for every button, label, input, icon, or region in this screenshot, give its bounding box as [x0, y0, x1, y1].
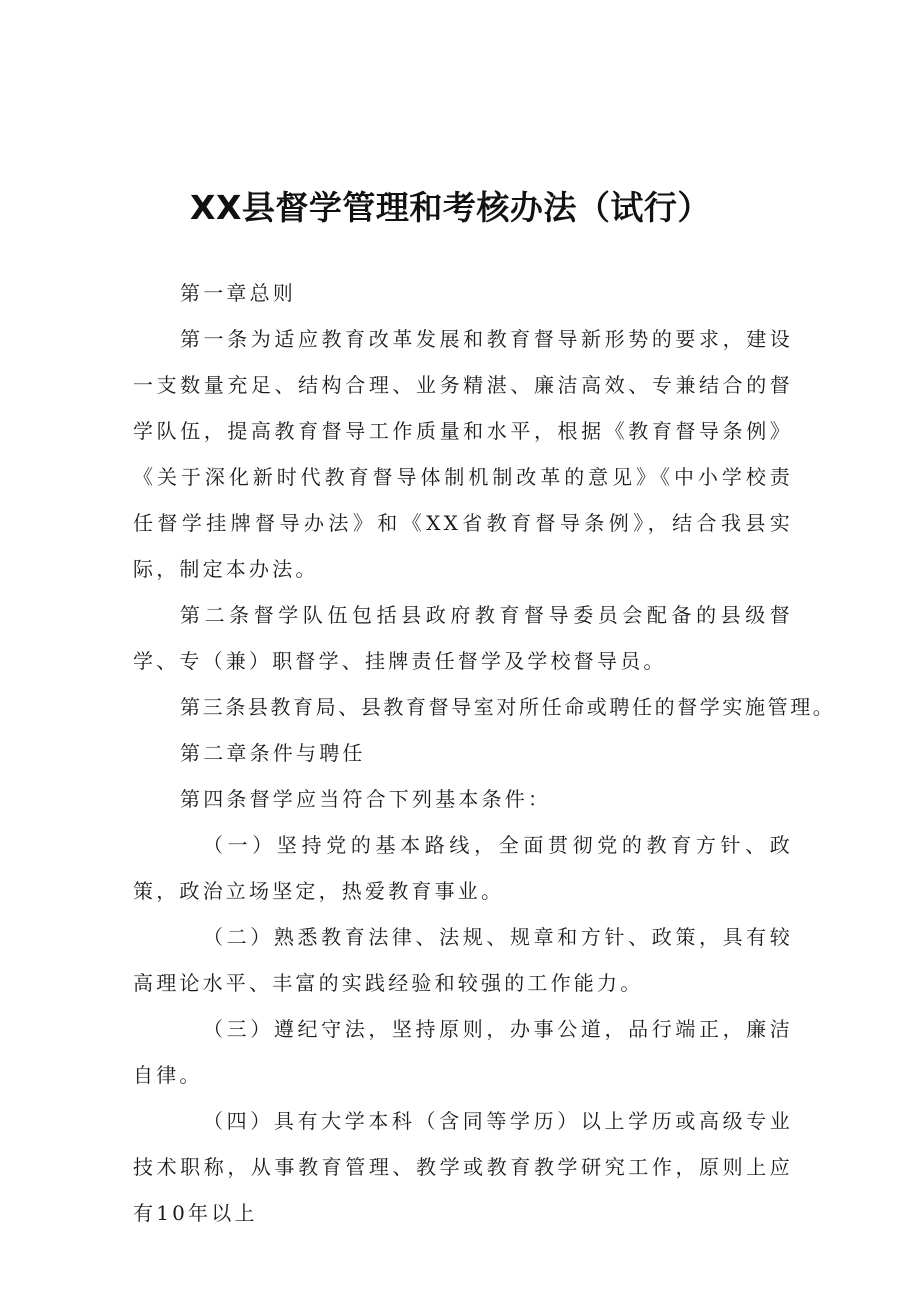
article-1-paragraph: 第一条为适应教育改革发展和教育督导新形势的要求，建设一支数量充足、结构合理、业务精湛、廉洁高效、专兼结合的督学队伍，提高教育督导工作质量和水平，根据《教育督导条例》《关于深化新时代教育督导体制机制改革的意见》《中小学校责任督学挂牌督导办法》和《XX省教育督导条例》，结合我县实际，制定本办法。: [133, 327, 793, 581]
article-4-paragraph: 第四条督学应当符合下列基本条件：: [180, 787, 552, 811]
article-2-paragraph: 第二条督学队伍包括县政府教育督导委员会配备的县级督学、专（兼）职督学、挂牌责任督学及学校督导员。: [133, 603, 793, 673]
article-3-paragraph: 第三条县教育局、县教育督导室对所任命或聘任的督学实施管理。: [180, 695, 836, 719]
condition-item-4: （四）具有大学本科（含同等学历）以上学历或高级专业技术职称，从事教育管理、教学或教育教学研究工作，原则上应有10年以上: [133, 1109, 793, 1225]
condition-item-2: （二）熟悉教育法律、法规、规章和方针、政策，具有较高理论水平、丰富的实践经验和较强的工作能力。: [133, 925, 793, 995]
condition-item-1: （一）坚持党的基本路线，全面贯彻党的教育方针、政策，政治立场坚定，热爱教育事业。: [133, 833, 793, 903]
document-title: XX县督学管理和考核办法（试行）: [190, 188, 711, 227]
condition-item-3: （三）遵纪守法，坚持原则，办事公道，品行端正，廉洁自律。: [133, 1017, 793, 1087]
document-body: [133, 270, 836, 1236]
chapter-heading-general: 第一章总则: [180, 281, 296, 305]
chapter-heading-conditions: 第二章条件与聘任: [180, 741, 366, 765]
